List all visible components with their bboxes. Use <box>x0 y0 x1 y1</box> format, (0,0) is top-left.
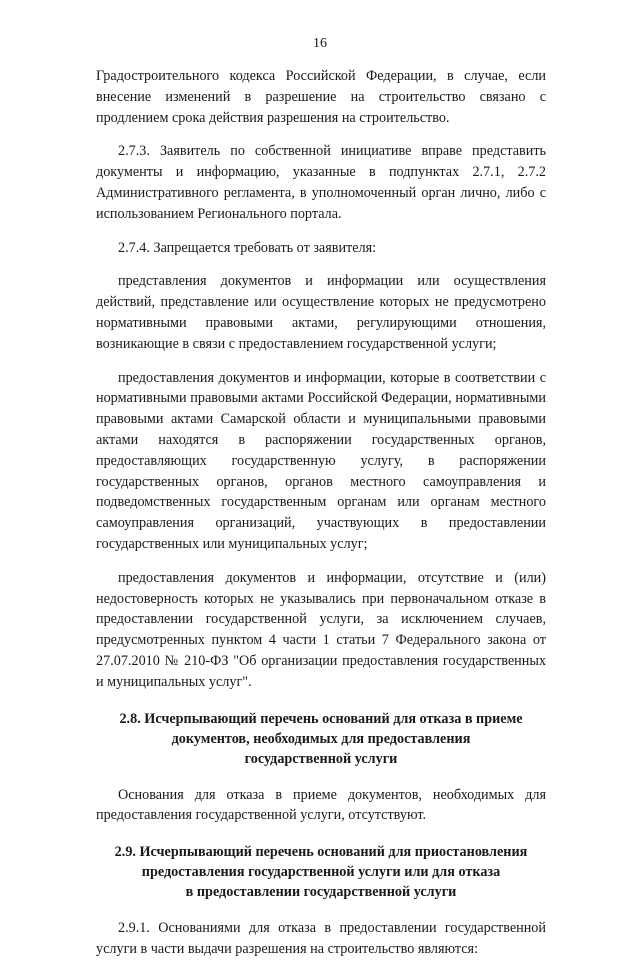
paragraph: предоставления документов и информации, которые в соответствии с нормативными правовыми актами Российской Федерации, нормативными правовыми актами Самарской области и муниципальными правовыми актами находятся в распоряжении государственных органов, предоставляющих государственную услугу, в распоряжении государственных органов, органов местного самоуправления и подведомственных государственным органам или органам местного самоуправления организаций, участвующих в предоставлении государственных или муниципальных услуг; <box>96 369 546 552</box>
section-heading-line: 2.8. Исчерпывающий перечень оснований для отказа в приеме <box>119 710 523 727</box>
section-heading <box>96 842 546 902</box>
paragraph: предоставления документов и информации, отсутствие и (или) недостоверность которых не указывались при первоначальном отказе в предоставлении государственной услуги, за исключением случаев, предусмотренных пунктом 4 части 1 статьи 7 Федерального закона от 27.07.2010 № 210-ФЗ "Об организации предоставления государственных и муниципальных услуг". <box>96 569 546 690</box>
section-heading-line: в предоставлении государственной услуги <box>185 884 457 901</box>
section-heading-line: государственной услуги <box>244 750 398 767</box>
section-heading-line: 2.9. Исчерпывающий перечень оснований для приостановления <box>114 844 528 861</box>
paragraph: Градостроительного кодекса Российской Федерации, в случае, если внесение изменений в разрешение на строительство связано с продлением срока действия разрешения на строительство. <box>96 68 546 126</box>
section-heading-line: документов, необходимых для предоставления <box>171 730 471 747</box>
paragraph: 2.7.3. Заявитель по собственной инициативе вправе представить документы и информацию, указанные в подпунктах 2.7.1, 2.7.2 Административного регламента, в уполномоченный орган лично, либо с использованием Регионального портала. <box>96 143 546 222</box>
paragraph: 2.7.4. Запрещается требовать от заявителя: <box>118 239 377 256</box>
document-body <box>96 66 546 973</box>
paragraph: 2.9.1. Основаниями для отказа в предоставлении государственной услуги в части выдачи разрешения на строительство являются: <box>96 920 546 957</box>
paragraph: представления документов и информации или осуществления действий, представление или осуществление которых не предусмотрено нормативными правовыми актами, регулирующими отношения, возникающие в связи с предоставлением государственной услуги; <box>96 273 546 352</box>
section-heading-line: предоставления государственной услуги или для отказа <box>141 864 501 881</box>
section-heading <box>96 709 546 769</box>
page-number: 16 <box>313 36 327 51</box>
paragraph: Основания для отказа в приеме документов, необходимых для предоставления государственной услуги, отсутствуют. <box>96 786 546 824</box>
